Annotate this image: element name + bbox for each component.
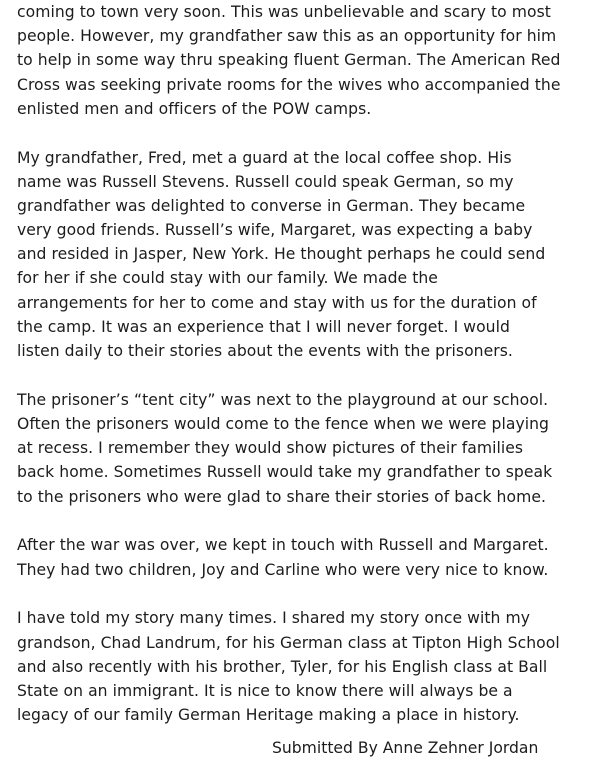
paragraph-gap bbox=[17, 582, 587, 607]
text-line: grandson, Chad Landrum, for his German class at Tipton High School bbox=[17, 633, 560, 652]
text-line: to help in some way thru speaking fluent German. The American Red bbox=[17, 51, 561, 70]
text-line: grandfather was delighted to converse in German. They became bbox=[17, 196, 526, 215]
text-line: to the prisoners who were glad to share their stories of back home. bbox=[17, 487, 546, 506]
paragraph-2 bbox=[17, 146, 587, 364]
text-line: Cross was seeking private rooms for the wives who accompanied the bbox=[17, 75, 561, 94]
text-line: enlisted men and officers of the POW camps. bbox=[17, 99, 372, 118]
paragraph-gap bbox=[17, 509, 587, 534]
text-line: back home. Sometimes Russell would take my grandfather to speak bbox=[17, 463, 553, 482]
text-line: coming to town very soon. This was unbelievable and scary to most bbox=[17, 3, 551, 21]
paragraph-4 bbox=[17, 533, 587, 581]
text-line: listen daily to their stories about the events with the prisoners. bbox=[17, 342, 513, 361]
text-line: name was Russell Stevens. Russell could speak German, so my bbox=[17, 172, 514, 191]
text-line: State on an immigrant. It is nice to know there will always be a bbox=[17, 681, 513, 700]
text-line: the camp. It was an experience that I will never forget. I would bbox=[17, 317, 510, 336]
text-line: My grandfather, Fred, met a guard at the local coffee shop. His bbox=[17, 148, 512, 167]
text-line: at recess. I remember they would show pictures of their families bbox=[17, 439, 524, 458]
text-line: very good friends. Russell’s wife, Margaret, was expecting a baby bbox=[17, 221, 533, 240]
signature-line: Submitted By Anne Zehner Jordan bbox=[272, 739, 539, 757]
text-line: and resided in Jasper, New York. He thought perhaps he could send bbox=[17, 245, 546, 264]
text-line: I have told my story many times. I shared my story once with my bbox=[17, 609, 530, 628]
paragraph-1 bbox=[17, 0, 587, 121]
paragraph-gap bbox=[17, 363, 587, 388]
paragraph-gap bbox=[17, 121, 587, 146]
text-line: After the war was over, we kept in touch with Russell and Margaret. bbox=[17, 536, 549, 555]
text-line: for her if she could stay with our family. We made the bbox=[17, 269, 438, 288]
text-line: Often the prisoners would come to the fence when we were playing bbox=[17, 415, 550, 433]
text-line: arrangements for her to come and stay with us for the duration of bbox=[17, 293, 537, 312]
text-line: people. However, my grandfather saw this as an opportunity for him bbox=[17, 27, 557, 46]
paragraph-5 bbox=[17, 606, 587, 727]
paragraph-3 bbox=[17, 388, 587, 509]
text-line: legacy of our family German Heritage making a place in history. bbox=[17, 706, 520, 725]
text-line: The prisoner’s “tent city” was next to the playground at our school. bbox=[17, 390, 549, 409]
text-line: They had two children, Joy and Carline who were very nice to know. bbox=[17, 560, 549, 579]
document-page bbox=[17, 0, 587, 768]
text-line: and also recently with his brother, Tyler, for his English class at Ball bbox=[17, 657, 548, 676]
